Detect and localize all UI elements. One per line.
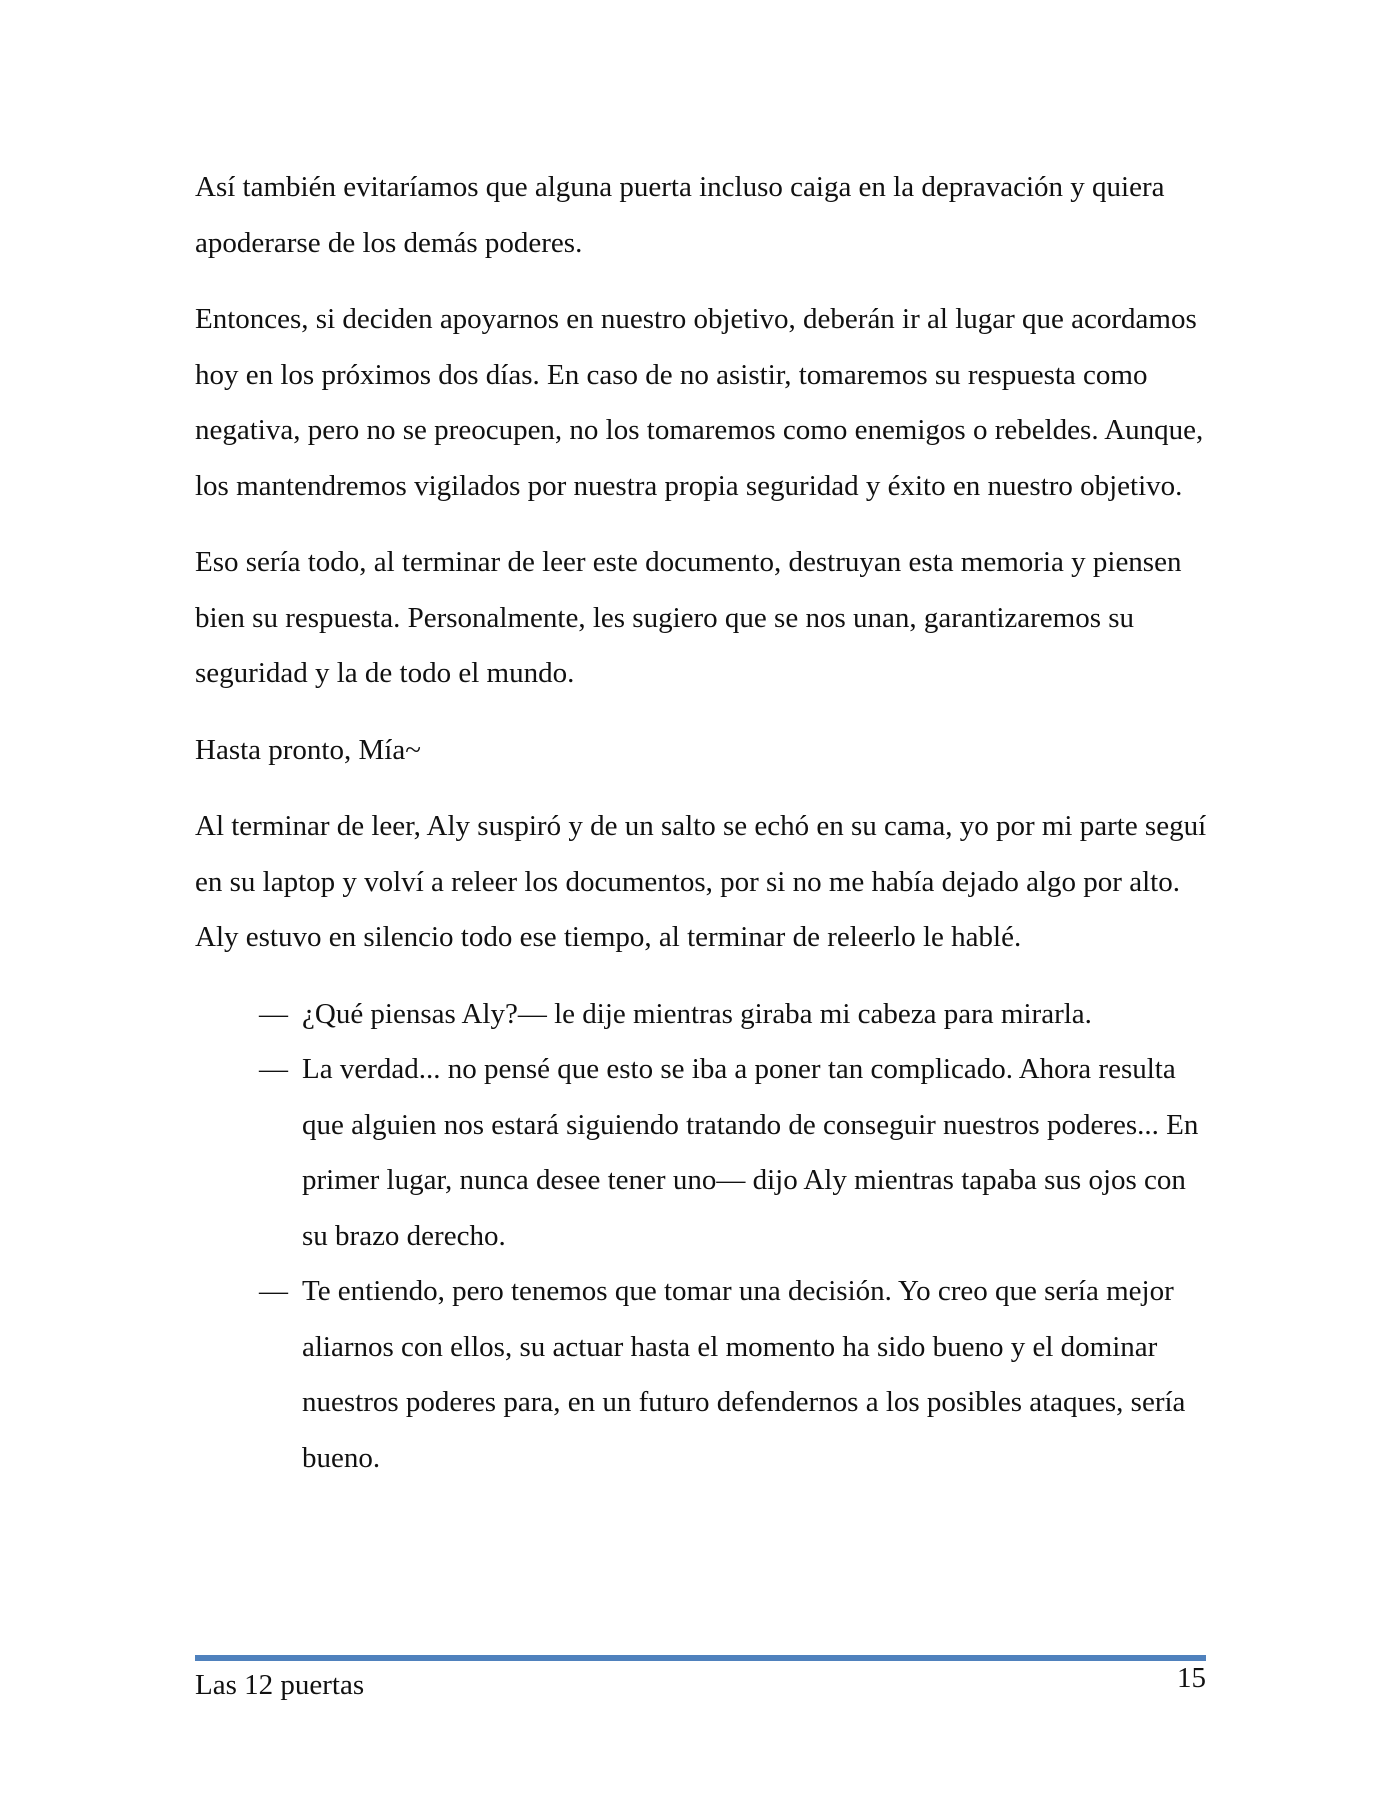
dialogue-dash: — (259, 1275, 288, 1307)
paragraph: Al terminar de leer, Aly suspiró y de un salto se echó en su cama, yo por mi parte seguí en su laptop y volví a releer los documentos, por si no me había dejado algo por alto. Aly estuvo en silencio todo ese tiempo, al terminar de releerlo le hablé. (195, 810, 1207, 953)
dialogue-text: ¿Qué piensas Aly?— le dije mientras giraba mi cabeza para mirarla. (302, 997, 1092, 1030)
dialogue-line (195, 1042, 1215, 1264)
dialogue-dash: — (259, 997, 288, 1030)
dialogue-line (195, 1264, 1215, 1486)
dialogue-list (195, 987, 1215, 1487)
page-body (195, 160, 1215, 1486)
footer-book-title: Las 12 puertas (195, 1669, 365, 1701)
dialogue-text: La verdad... no pensé que esto se iba a poner tan complicado. Ahora resulta que alguien nos estará siguiendo tratando de conseguir nuestros poderes... En primer lugar, nunca desee tener uno— dijo Aly mientras tapaba sus ojos con su brazo derecho. (302, 1053, 1199, 1252)
footer-page-number: 15 (1177, 1662, 1206, 1694)
dialogue-line (195, 987, 1215, 1043)
letter-signoff: Hasta pronto, Mía~ (195, 733, 421, 766)
paragraph: Eso sería todo, al terminar de leer este documento, destruyan esta memoria y piensen bien su respuesta. Personalmente, les sugiero que se nos unan, garantizaremos su seguridad y la de todo el mundo. (195, 546, 1182, 689)
dialogue-text: Te entiendo, pero tenemos que tomar una decisión. Yo creo que sería mejor aliarnos con ellos, su actuar hasta el momento ha sido bueno y el dominar nuestros poderes para, en un futuro defendernos a los posibles ataques, sería bueno. (302, 1275, 1186, 1474)
footer-rule (195, 1655, 1206, 1661)
dialogue-dash: — (259, 1053, 288, 1085)
paragraph: Entonces, si deciden apoyarnos en nuestro objetivo, deberán ir al lugar que acordamos hoy en los próximos dos días. En caso de no asistir, tomaremos su respuesta como negativa, pero no se preocupen, no los tomaremos como enemigos o rebeldes. Aunque, los mantendremos vigilados por nuestra propia seguridad y éxito en nuestro objetivo. (195, 303, 1204, 502)
paragraph: Así también evitaríamos que alguna puerta incluso caiga en la depravación y quiera apoderarse de los demás poderes. (195, 171, 1165, 259)
